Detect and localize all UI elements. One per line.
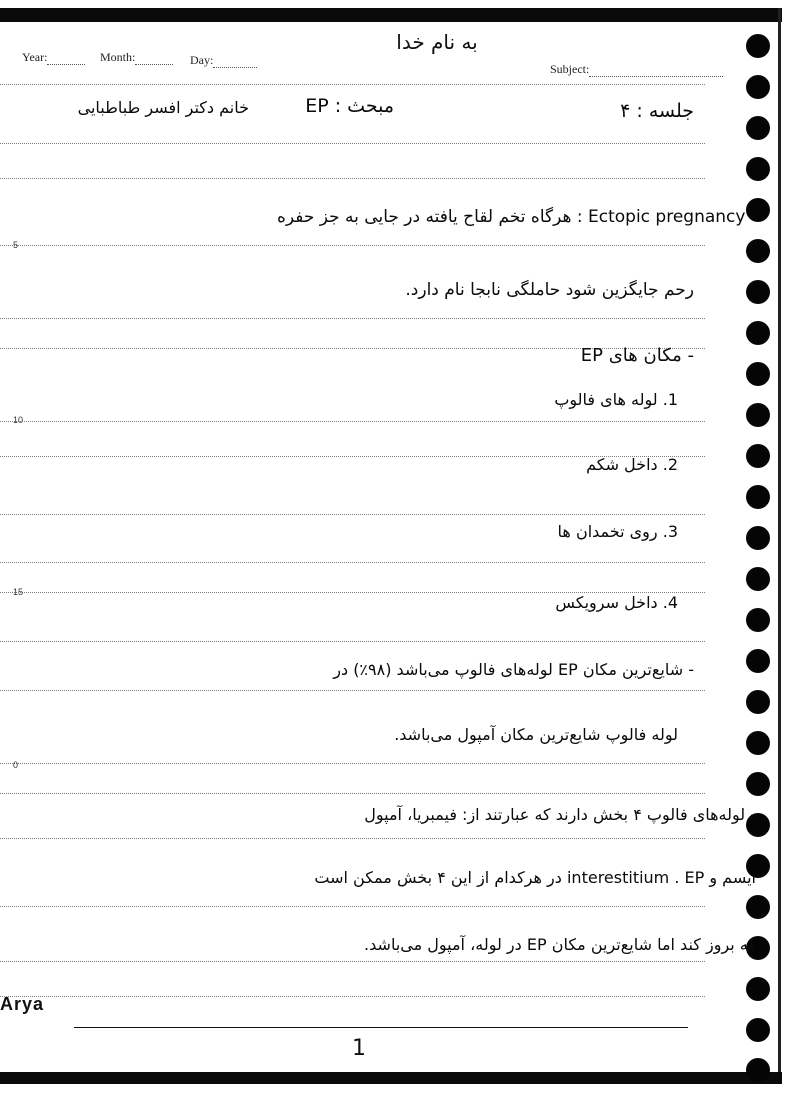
year-field xyxy=(22,50,85,65)
ruled-line xyxy=(0,514,705,515)
ruled-line xyxy=(0,318,705,319)
ruled-line xyxy=(0,421,705,422)
binder-hole xyxy=(746,75,770,99)
binder-hole xyxy=(746,895,770,919)
ruled-line xyxy=(0,143,705,144)
teacher-name: خانم دکتر افسر طباطبایی xyxy=(77,98,249,117)
binder-hole xyxy=(746,444,770,468)
margin-number: 0 xyxy=(13,760,19,770)
binder-hole xyxy=(746,772,770,796)
margin-number: 5 xyxy=(13,240,19,250)
year-label: Year: xyxy=(22,50,48,64)
ruled-line xyxy=(0,906,705,907)
ruled-line xyxy=(0,84,705,85)
ruled-line xyxy=(0,838,705,839)
place-item: 4. داخل سرویکس xyxy=(555,593,678,612)
session-number: جلسه : ۴ xyxy=(620,100,694,122)
month-label: Month: xyxy=(100,50,136,64)
month-field xyxy=(100,50,173,65)
place-item: 3. روی تخمدان ها xyxy=(557,522,678,541)
ruled-line xyxy=(0,763,705,764)
day-field xyxy=(190,53,257,68)
parts-line-3: که بروز کند اما شایع‌ترین مکان EP در لوله، آمپول می‌باشد. xyxy=(364,935,756,954)
definition-line-2: رحم جایگزین شود حاملگی نابجا نام دارد. xyxy=(405,280,694,300)
binder-hole xyxy=(746,567,770,591)
binder-hole xyxy=(746,731,770,755)
def-dash: - xyxy=(750,207,757,227)
ruled-line xyxy=(0,245,705,246)
margin-number: 10 xyxy=(13,415,24,425)
place-item: 2. داخل شکم xyxy=(586,455,678,474)
binder-hole xyxy=(746,526,770,550)
binder-hole xyxy=(746,116,770,140)
ruled-line xyxy=(0,996,705,997)
binder-hole xyxy=(746,157,770,181)
day-label: Day: xyxy=(190,53,214,67)
binder-hole xyxy=(746,403,770,427)
binder-hole xyxy=(746,977,770,1001)
binder-hole xyxy=(746,1018,770,1042)
common-site-line-1: - شایع‌ترین مکان EP لوله‌های فالوپ می‌باشد (۹۸٪) در xyxy=(333,660,694,679)
definition-line-1 xyxy=(277,207,757,227)
ruled-line xyxy=(0,641,705,642)
ectopic-pregnancy-term: Ectopic pregnancy xyxy=(588,207,746,227)
footer-line xyxy=(74,1027,688,1028)
page-number: 1 xyxy=(352,1036,366,1061)
ruled-line xyxy=(0,562,705,563)
binder-hole xyxy=(746,239,770,263)
subject-label: Subject: xyxy=(550,62,590,76)
common-site-line-2: لوله فالوپ شایع‌ترین مکان آمپول می‌باشد. xyxy=(394,725,678,744)
top-border-bar xyxy=(0,8,782,22)
parts-line-2: ایسم و interestitium . EP در هرکدام از این ۴ بخش ممکن است xyxy=(314,868,756,887)
binder-hole xyxy=(746,649,770,673)
subject-field xyxy=(550,62,723,77)
notebook-brand: Arya xyxy=(0,994,45,1014)
binder-hole xyxy=(746,608,770,632)
binder-hole xyxy=(746,362,770,386)
place-item: 1. لوله های فالوپ xyxy=(554,390,678,409)
binder-hole xyxy=(746,485,770,509)
bottom-border-bar xyxy=(0,1072,782,1084)
right-edge-line xyxy=(778,8,781,1084)
binder-hole xyxy=(746,280,770,304)
places-heading: - مکان های EP xyxy=(580,345,694,366)
ruled-line xyxy=(0,178,705,179)
ruled-line xyxy=(0,690,705,691)
ruled-line xyxy=(0,793,705,794)
binder-hole xyxy=(746,321,770,345)
binder-hole xyxy=(746,34,770,58)
bismillah-heading: به نام خدا xyxy=(396,30,478,54)
ruled-line xyxy=(0,961,705,962)
topic-line: مبحث : EP xyxy=(305,95,394,117)
margin-number: 15 xyxy=(13,587,24,597)
binder-hole xyxy=(746,1058,770,1082)
def-text: : هرگاه تخم لقاح یافته در جایی به جز حفره xyxy=(276,207,583,227)
parts-line-1: - لوله‌های فالوپ ۴ بخش دارند که عبارتند از: فیمبریا، آمپول xyxy=(364,805,756,824)
binder-hole xyxy=(746,690,770,714)
